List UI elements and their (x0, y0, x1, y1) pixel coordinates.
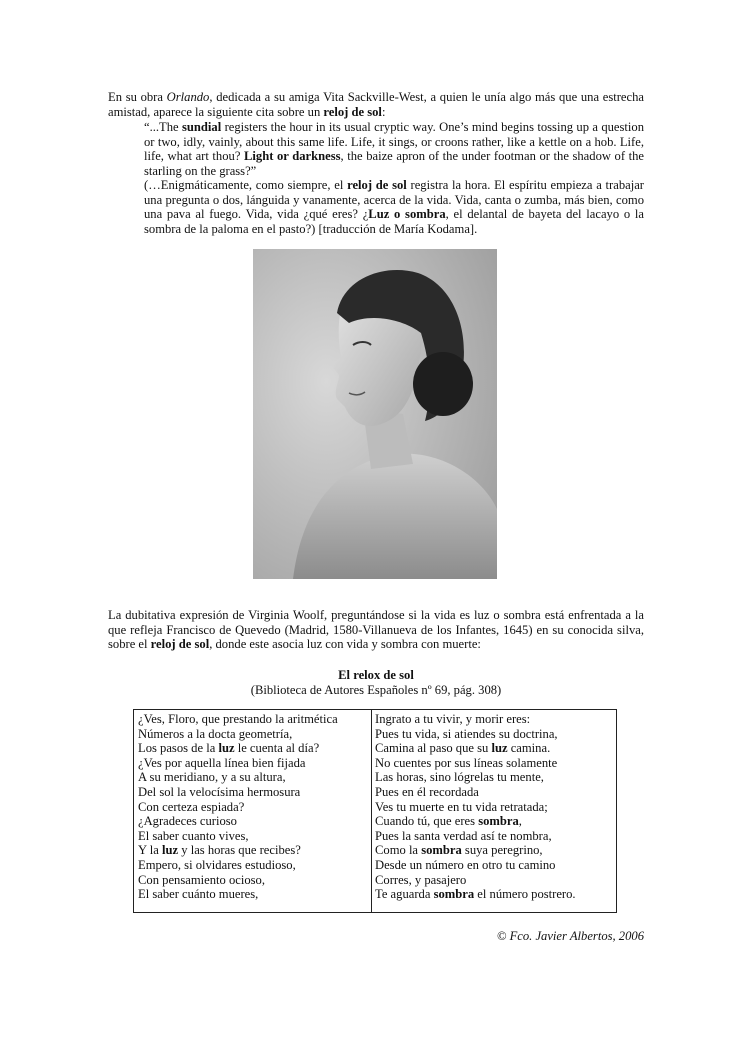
poem-table (133, 709, 617, 913)
poem-line-text: ¿Ves por aquella línea bien fijada (138, 755, 306, 770)
poem-line-text: Y la (138, 843, 163, 858)
poem-line (138, 712, 366, 727)
bold-term: luz (162, 843, 179, 858)
poem-line-text: , (518, 814, 522, 829)
poem-line-text: El saber cuánto mueres, (138, 887, 259, 902)
spanish-translation (144, 178, 644, 236)
intro-text: : (381, 104, 386, 119)
poem-line-text: suya peregrino, (461, 843, 543, 858)
poem-line-text: y las horas que recibes? (178, 843, 301, 858)
poem-line (375, 785, 613, 800)
poem-line (138, 814, 366, 829)
bold-term: sundial (181, 120, 222, 134)
poem-line-text: Números a la docta geometría, (138, 726, 293, 741)
bold-term: reloj de sol (347, 178, 407, 192)
poem-line-text: Desde un número en otro tu camino (375, 857, 556, 872)
bold-term: sombra (478, 814, 519, 829)
intro-paragraph (108, 90, 644, 119)
poem-column-right (375, 712, 613, 902)
poem-line-text: ¿Ves, Floro, que prestando la aritmética (138, 712, 338, 726)
paragraph-text: La dubitativa expresión de Virginia Woolf, preguntándose si la vida es luz o sombra está enfrentada a la que refleja Francisco de Quevedo (Madrid, 1580-Villanueva de los Infantes, 1645) en su conocida silva, sobre el (108, 608, 644, 652)
poem-line (138, 741, 366, 756)
poem-line-text: Camina al paso que su (375, 741, 492, 756)
paragraph-text: , donde este asocia luz con vida y sombra con muerte: (209, 637, 481, 652)
poem-line-text: Ingrato a tu vivir, y morir eres: (375, 712, 531, 726)
poem-line (375, 814, 613, 829)
poem-column-left (138, 712, 366, 902)
poem-line-text: Cuando tú, que eres (375, 814, 479, 829)
poem-line (138, 843, 366, 858)
bold-term: sombra (421, 843, 462, 858)
poem-line (375, 756, 613, 771)
poem-line-text: A su meridiano, y a su altura, (138, 770, 286, 785)
column-divider (371, 710, 372, 912)
bold-term: Light or darkness (244, 149, 341, 164)
poem-line (375, 873, 613, 888)
poem-line-text: Pues tu vida, si atiendes su doctrina, (375, 726, 558, 741)
poem-line (138, 785, 366, 800)
comparison-paragraph (108, 608, 644, 652)
quote-text: “...The (144, 120, 182, 134)
poem-line-text: El saber cuanto vives, (138, 828, 249, 843)
copyright-credit: © Fco. Javier Albertos, 2006 (496, 929, 644, 943)
poem-line (375, 843, 613, 858)
poem-line-text: el número postrero. (474, 887, 576, 902)
poem-line (138, 727, 366, 742)
poem-source: (Biblioteca de Autores Españoles nº 69, pág. 308) (250, 683, 502, 697)
poem-line-text: Los pasos de la (138, 741, 219, 756)
poem-line (138, 756, 366, 771)
intro-text: , dedicada a su amiga Vita Sackville-West, a quien le unía algo más que una estrecha amistad, aparece la siguiente cita sobre un (108, 90, 644, 119)
portrait-photo (253, 249, 497, 579)
poem-line (375, 829, 613, 844)
poem-line-text: Como la (375, 843, 422, 858)
quote-text: (…Enigmáticamente, como siempre, el (144, 178, 348, 192)
intro-text: En su obra (108, 90, 167, 104)
poem-line (375, 741, 613, 756)
poem-line-text: Ves tu muerte en tu vida retratada; (375, 799, 548, 814)
bold-term: Luz o sombra (368, 207, 446, 222)
poem-line (375, 887, 613, 902)
poem-line (375, 800, 613, 815)
bold-term: luz (491, 741, 508, 756)
poem-line-text: Corres, y pasajero (375, 872, 467, 887)
poem-title-text: El relox de sol (338, 668, 414, 682)
bold-term: sombra (433, 887, 475, 902)
poem-line-text: Del sol la velocísima hermosura (138, 784, 301, 799)
poem-line-text: Pues en él recordada (375, 784, 479, 799)
poem-line-text: Las horas, sino lógrelas tu mente, (375, 770, 544, 785)
poem-line (375, 770, 613, 785)
poem-line-text: camina. (507, 741, 551, 756)
poem-title (108, 668, 644, 683)
book-title-orlando: Orlando (166, 90, 210, 104)
poem-line-text: No cuentes por sus líneas solamente (375, 755, 558, 770)
poem-line (138, 887, 366, 902)
poem-line (375, 858, 613, 873)
poem-line-text: ¿Agradeces curioso (138, 814, 237, 829)
english-quote (144, 120, 644, 178)
poem-line (375, 712, 613, 727)
poem-line-text: Empero, si olvidares estudioso, (138, 857, 296, 872)
poem-line-text: Pues la santa verdad así te nombra, (375, 828, 552, 843)
poem-line-text: le cuenta al día? (234, 741, 320, 756)
poem-line (138, 800, 366, 815)
quote-text: , the baize apron of the under footman or the shadow of the starling on the grass?” (144, 149, 644, 178)
quote-text: , el delantal de bayeta del lacayo o la sombra de la paloma en el pasto?) [traducción de María Kodama]. (144, 207, 644, 236)
quote-text: registra la hora. El espíritu empieza a trabajar una pregunta o dos, lánguida y vanamente, acerca de la vida. Vida, canta o zumba, más bien, como una pava al fuego. Vida, vida ¿qué eres? ¿ (144, 178, 644, 222)
poem-line-text: Con certeza espiada? (138, 799, 245, 814)
poem-line-text: Con pensamiento ocioso, (138, 872, 265, 887)
poem-line (138, 858, 366, 873)
poem-line (138, 873, 366, 888)
bold-term: reloj de sol (150, 637, 210, 652)
poem-line (138, 829, 366, 844)
bold-term: luz (218, 741, 235, 756)
poem-line-text: Te aguarda (375, 887, 434, 902)
poem-line (375, 727, 613, 742)
bold-term: reloj de sol (323, 104, 382, 119)
poem-line (138, 770, 366, 785)
quote-text: registers the hour in its usual cryptic way. One’s mind begins tossing up a question or two, idly, vainly, about this same life. Life, it sings, or croons rather, like a kettle on a hob. Life, life, what art thou? (144, 120, 644, 164)
